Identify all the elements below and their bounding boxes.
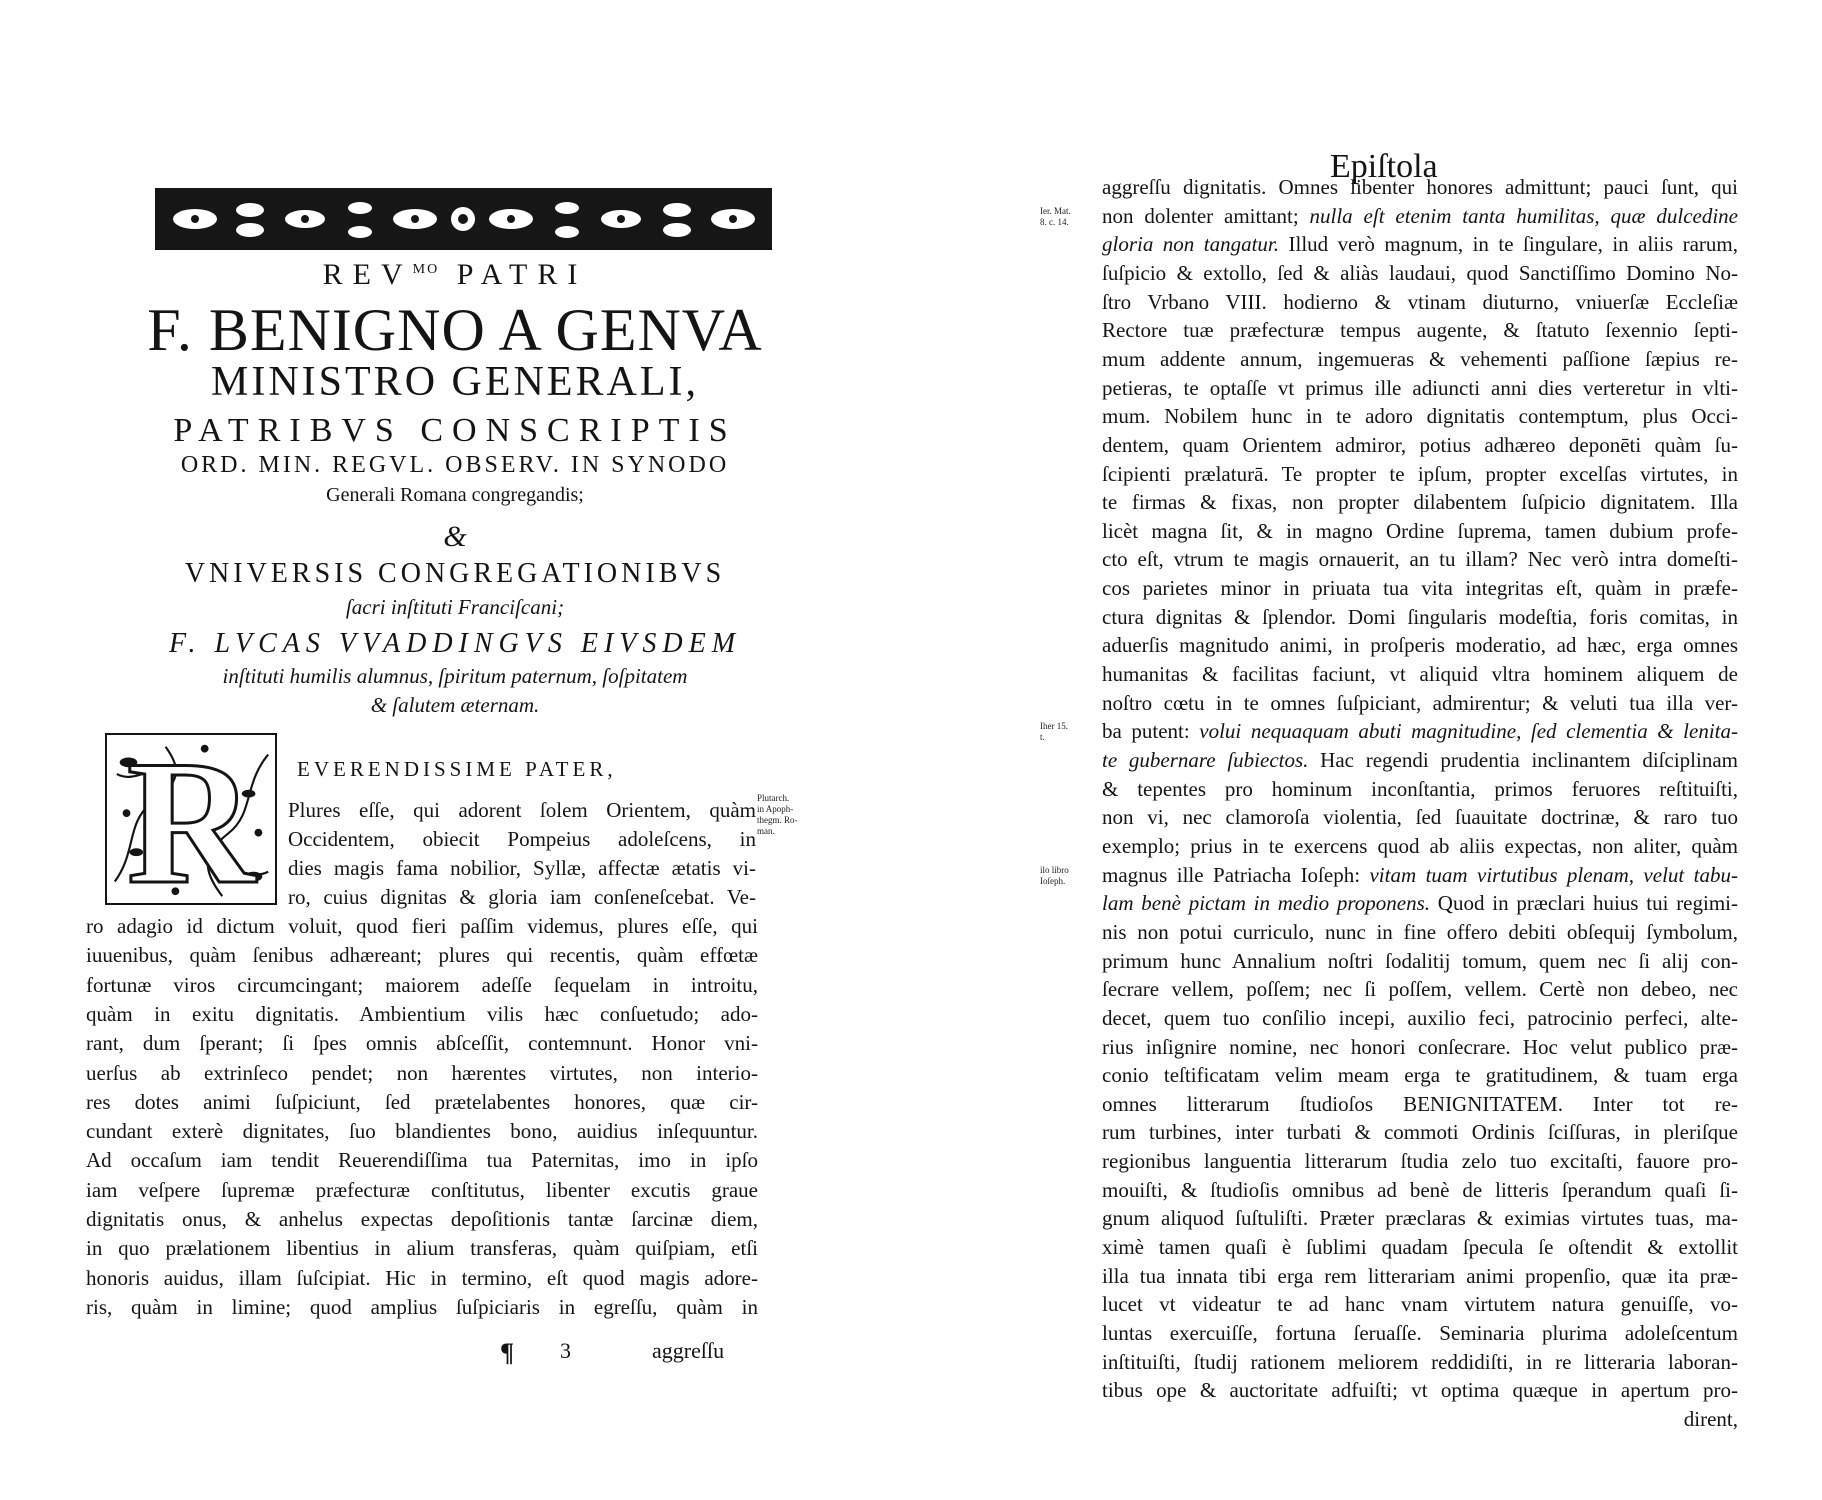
text-line-0: ro adagio id dictum voluit, quod fieri paſſim videmus, plures eſſe, qui <box>86 914 758 938</box>
text-line-35: mouiſti, & ſtudioſis omnibus ad benè de litteris ſperandum quaſi ſi- <box>1102 1177 1738 1202</box>
margin-note-2: ilo libro Ioſeph. <box>1040 864 1069 886</box>
text-line-7: cundant exterè dignitates, ſuo blandientes bono, auidius inſequuntur. <box>86 1119 758 1144</box>
title-ampersand: & <box>443 520 467 553</box>
text-line-8: Ad occaſum iam tendit Reuerendiſſima tua Paternitas, imo in ipſo <box>86 1148 758 1173</box>
signature-number: 3 <box>560 1338 571 1363</box>
text-line-27: primum hunc Annalium noſtri ſodalitij tomum, quem nec ſi alij con- <box>1102 948 1738 973</box>
margin-note-0: Ier. Mat. 8. c. 14. <box>1040 205 1071 227</box>
text-line-19: ba putent: volui nequaquam abuti magnitudine, ſed clementia & lenita- <box>1102 719 1738 744</box>
dropcap <box>105 723 277 921</box>
text-line-28: ſecrare vellem, poſſem; nec ſi poſſem, vellem. Certè non debeo, nec <box>1102 977 1738 1002</box>
text-line-2: dies magis fama nobilior, Syllæ, affectæ ætatis vi- <box>288 856 756 880</box>
text-line-18: noſtro cœtu in te omnes ſuſpiciant, admirentur; & veluti tua illa ver- <box>1102 690 1738 715</box>
foliage-ornament-icon <box>155 188 772 250</box>
text-line-3: ro, cuius dignitas & gloria iam conſeneſcebat. Ve- <box>288 885 756 909</box>
text-line-25: lam benè pictam in medio proponens. Quod in præclari huius tui regimi- <box>1102 891 1738 916</box>
text-line-20: te gubernare ſubiectos. Hac regendi prudentia inclinantem diſciplinam <box>1102 748 1738 772</box>
title-generali: Generali Romana congregandis; <box>326 484 584 506</box>
text-line-0: Plures eſſe, qui adorent ſolem Orientem, quàm <box>288 798 756 822</box>
text-line-10: dignitatis onus, & anhelus expectas depoſitionis tantæ ſarcinæ diem, <box>86 1207 758 1231</box>
text-line-21: & tepentes pro hominum inconſtantia, primos feruores reſtituiſti, <box>1102 776 1738 801</box>
ornament-band <box>155 188 772 250</box>
text-line-12: licèt magna ſit, & in magno Ordine ſuprema, tamen dubium profe- <box>1102 518 1738 543</box>
text-line-1: non dolenter amittant; nulla eſt etenim tanta humilitas, quæ dulcedine <box>1102 203 1738 228</box>
text-line-6: res dotes animi ſuſpiciunt, ſed prætelabentes honores, quæ cir- <box>86 1089 758 1114</box>
title-reverendissimo: $REV^{MO}$ PATRI <box>322 258 588 291</box>
title-sacri-instituti: ſacri inſtituti Franciſcani; <box>345 595 565 619</box>
text-line-16: aduerſis magnitudo animi, in proſperis moderatio, ad hæc, erga omnes <box>1102 633 1738 658</box>
text-line-32: omnes litterarum ſtudioſos BENIGNITATEM. Inter tot re- <box>1102 1091 1738 1116</box>
title-patribus: PATRIBVS CONSCRIPTIS <box>173 412 737 449</box>
text-line-17: humanitas & facilitas faciunt, vt aliquid vltra hominem aliquem de <box>1102 662 1738 687</box>
text-line-37: ximè tamen quaſi è ſublimi quadam ſpecula ſe oſtendit & extollit <box>1102 1235 1738 1260</box>
left-page <box>0 0 900 1500</box>
text-line-5: Rectore tuæ præfecturæ tempus augente, & ſtatuto ſexennio ſepti- <box>1102 318 1738 343</box>
title-universis: VNIVERSIS CONGREGATIONIBVS <box>184 558 726 589</box>
text-line-34: regionibus languentia litterarum ſtudia zelo tuo excitaſti, fauore pro- <box>1102 1149 1738 1174</box>
text-line-10: ſcipienti prælaturā. Te propter te ipſum, propter excelſas virtutes, in <box>1102 461 1738 486</box>
text-line-26: nis non potui curriculo, nunc in fine offero debiti obſequij ſymbolum, <box>1102 919 1738 944</box>
margin-note-plutarch: Plutarch. in Apoph- thegm. Ro- man. <box>757 793 798 836</box>
text-line-5: uerſus ab extrinſeco pendet; non hærentes virtutes, non interio- <box>86 1060 758 1085</box>
text-line-7: petieras, te optaſſe vt primus ille adiuncti anni dies verteretur in vlti- <box>1102 375 1738 400</box>
signature-mark: ¶ <box>500 1338 515 1367</box>
text-line-2: fortunæ viros circumcingant; maiorem adeſſe ſequelam in introitu, <box>86 972 758 997</box>
text-line-11: in quo prælationem libentius in alium transferas, quàm quiſpiam, etſi <box>86 1236 758 1261</box>
text-line-39: lucet vt videatur te ad hanc vnam virtutem natura genuiſſe, vo- <box>1102 1292 1738 1317</box>
text-line-33: rum turbines, inter turbati & commoti Ordinis ſciſſuras, in pleriſque <box>1102 1120 1738 1145</box>
text-line-11: te firmas & fixas, non propter dilabentem ſuſpicio dignitatem. Illa <box>1102 490 1738 515</box>
text-line-9: dentem, quam Orientem admiror, potius adhæreo deponēti quàm ſu- <box>1102 432 1738 457</box>
catchword: aggreſſu <box>652 1338 725 1363</box>
text-line-1: iuuenibus, quàm ſenibus adhæreant; plures qui recentis, quàm effœtæ <box>86 943 758 968</box>
text-line-3: ſuſpicio & extollo, ſed & aliàs laudaui, quod Sanctiſſimo Domino No- <box>1102 260 1738 285</box>
text-line-23: exemplo; prius in te exercens quod ab aliis expectas, non aliter, quàm <box>1102 833 1738 858</box>
margin-note-1: Iher 15. t. <box>1040 721 1068 743</box>
text-line-41: inſtituiſti, ſtudij rationem meliorem reddidiſti, in re litteraria laboran- <box>1102 1349 1738 1374</box>
text-line-36: gnum aliquod ſuſtuliſti. Præter præclaras & eximias virtutes tuas, ma- <box>1102 1206 1738 1231</box>
text-line-2: gloria non tangatur. Illud verò magnum, in te ſingulare, in aliis rarum, <box>1102 232 1738 257</box>
title-minister: MINISTRO GENERALI, <box>211 359 699 405</box>
text-line-38: illa tua innata tibi erga rem litterariam animi propenſio, quæ ita præ- <box>1102 1263 1738 1288</box>
running-head: Epiſtola <box>1330 148 1438 185</box>
text-line-4: ſtro Vrbano VIII. hodierno & vtinam diuturno, vniuerſæ Eccleſiæ <box>1102 289 1738 314</box>
text-line-8: mum. Nobilem hunc in te adoro dignitatis contemptum, plus Occi- <box>1102 404 1738 429</box>
text-line-42: tibus ope & auctoritate adfuiſti; vt optima quæque in apertum pro- <box>1102 1378 1738 1403</box>
title-humilis-alumnus: inſtituti humilis alumnus, ſpiritum paternum, ſoſpitatem <box>222 664 688 688</box>
text-line-24: magnus ille Patriacha Ioſeph: vitam tuam virtutibus plenam, velut tabu- <box>1102 862 1738 887</box>
text-line-1: Occidentem, obiecit Pompeius adoleſcens, in <box>288 827 756 851</box>
text-line-13: cto eſt, vtrum te magis ornauerit, an tu illam? Nec verò intra domeſti- <box>1102 547 1738 572</box>
text-line-29: decet, quem tuo conſilio incepi, auxilio feci, patrocinio perfeci, alte- <box>1102 1005 1738 1030</box>
dropcap-letter: R <box>126 723 256 921</box>
salutation: EVERENDISSIME PATER, <box>297 757 617 781</box>
text-line-40: luntas exercuiſſe, fortuna ſeruaſſe. Seminaria plurima adoleſcentum <box>1102 1321 1738 1345</box>
text-line-22: non vi, nec clamoroſa violentia, ſed ſuauitate doctrinæ, & raro tuo <box>1102 805 1738 830</box>
title-order: ORD. MIN. REGVL. OBSERV. IN SYNODO <box>180 452 730 478</box>
text-line-30: rius inſignire nomine, nec honori conſecrare. Hoc velut publico præ- <box>1102 1034 1738 1059</box>
text-line-15: ctura dignitas & ſplendor. Domi ſingularis modeſtia, foris comitas, in <box>1102 604 1738 629</box>
title-salutem: & ſalutem æternam. <box>370 693 540 717</box>
text-line-14: cos parietes minor in priuata tua vita integritas eſt, quàm in præfe- <box>1102 576 1738 601</box>
title-author: F. LVCAS VVADDINGVS EIVSDEM <box>168 628 742 659</box>
text-line-13: ris, quàm in limine; quod amplius ſuſpiciaris in egreſſu, quàm in <box>86 1294 758 1319</box>
text-line-6: mum addente annum, ingemueras & vehementi paſſione ſæpius re- <box>1102 346 1738 371</box>
text-line-3: quàm in exitu dignitatis. Ambientium vilis hæc conſuetudo; ado- <box>86 1001 758 1026</box>
title-name: F. BENIGNO A GENVA <box>147 297 763 363</box>
text-line-0: aggreſſu dignitatis. Omnes libenter honores admittunt; pauci ſunt, qui <box>1102 175 1738 199</box>
text-line-43: dirent, <box>1683 1406 1738 1431</box>
text-line-12: honoris auidus, illam ſuſcipiat. Hic in termino, eſt quod magis adore- <box>86 1265 758 1290</box>
text-line-31: conio teſtificatam velim meam erga te gratitudinem, & tuam erga <box>1102 1063 1738 1088</box>
text-line-4: rant, dum ſperant; ſi ſpes omnis abſceſſit, contemnunt. Honor vni- <box>86 1031 758 1056</box>
text-line-9: iam veſpere ſupremæ præfecturæ conſtitutus, libenter excutis graue <box>86 1177 758 1202</box>
